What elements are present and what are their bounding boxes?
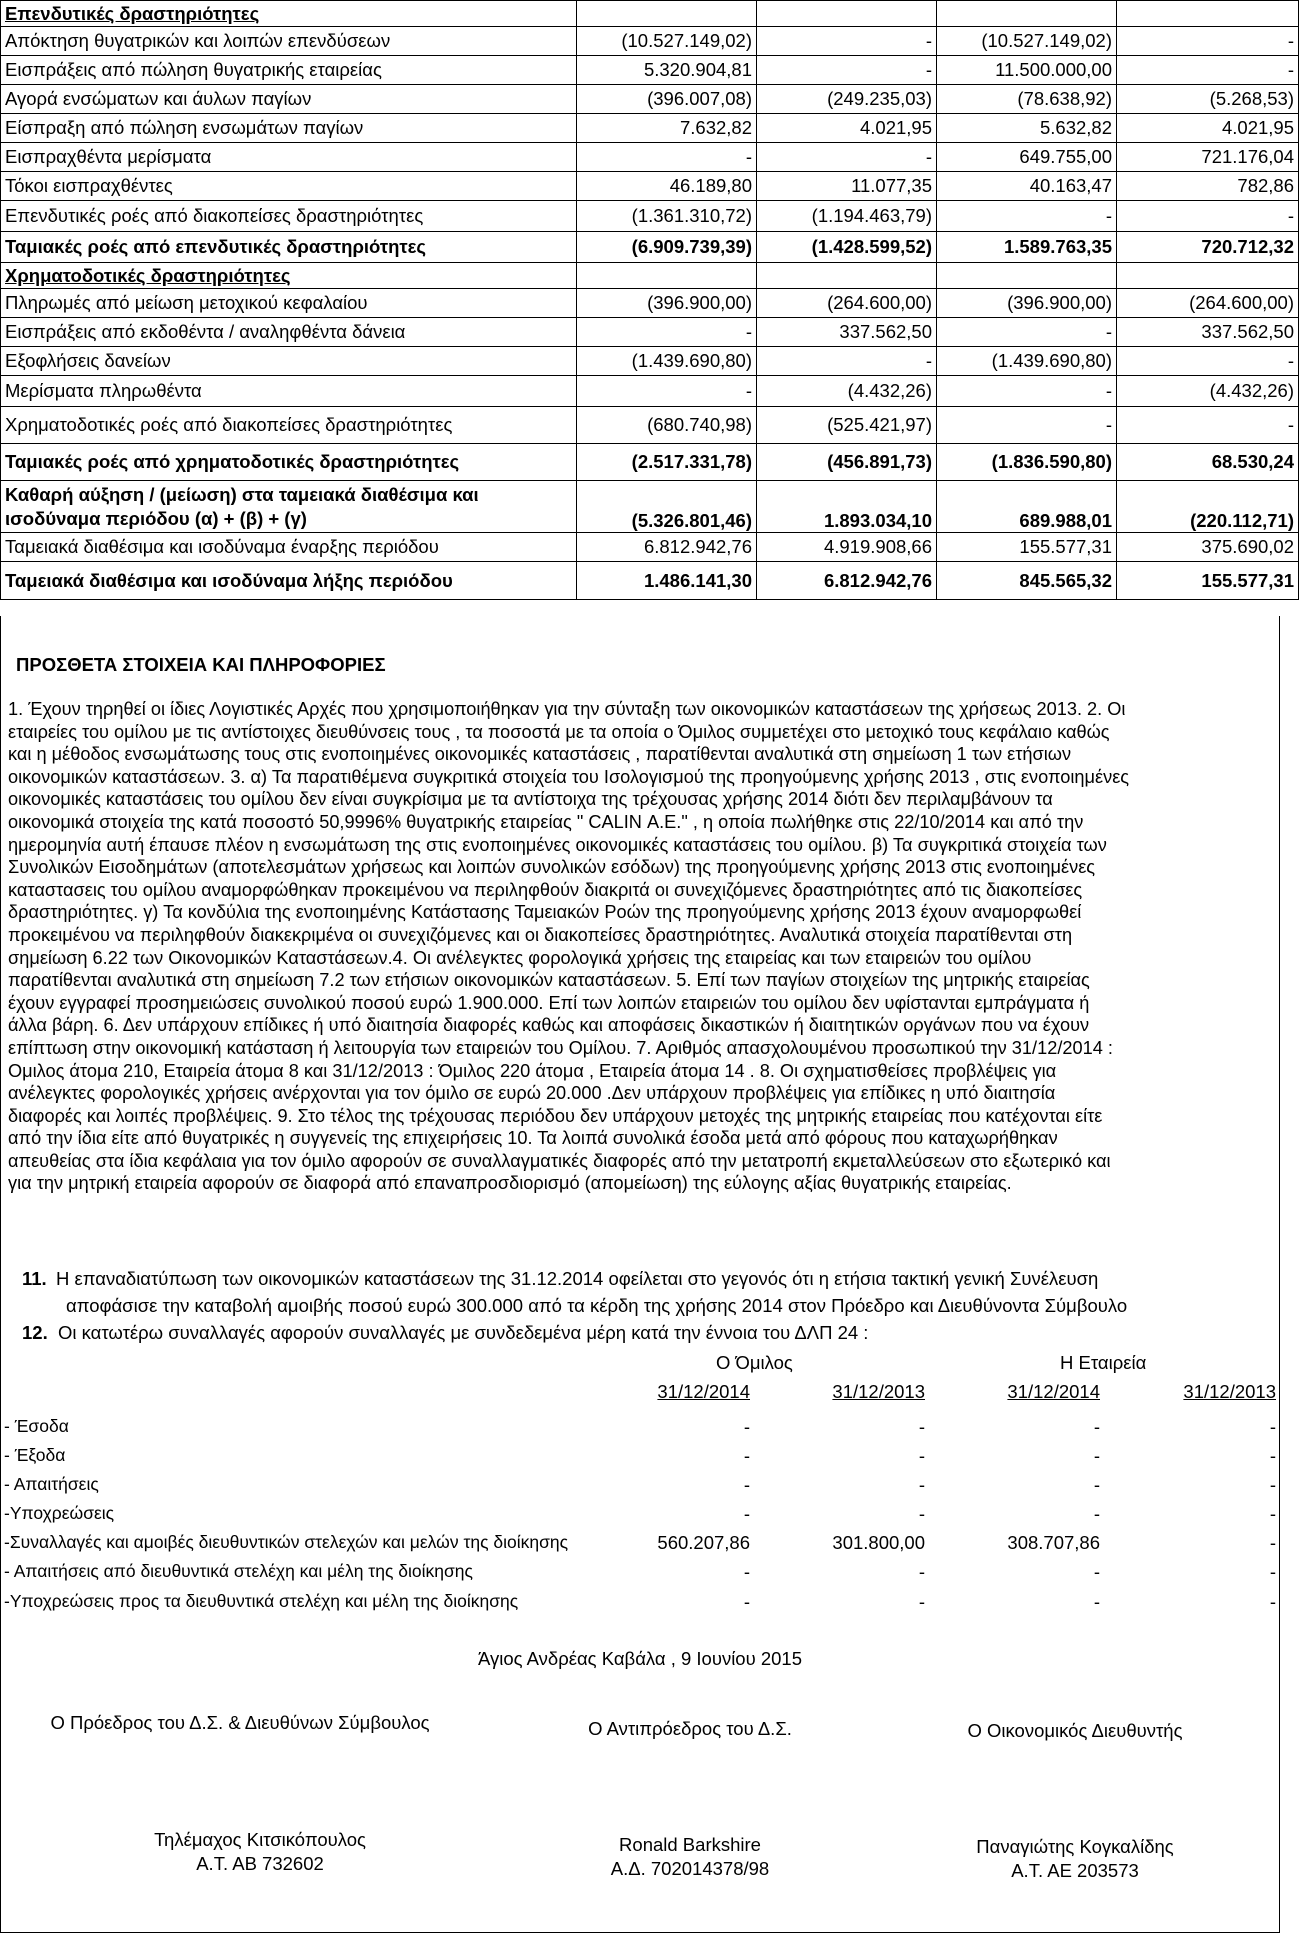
name-president: Τηλέμαχος Κιτσικόπουλος (154, 1829, 366, 1850)
notes-line: και η μέθοδος ενσωμάτωσης τους στις ενοποιημένες οικονομικές καταστάσεις , παρατίθενται αναλυτικά στη σημείωση 1 των ετήσιων (8, 744, 1072, 765)
related-party-label: - Έσοδα (4, 1416, 69, 1436)
id-cfo: Α.Τ. ΑΕ 203573 (1011, 1860, 1139, 1881)
value-cell: (1.836.590,80) (937, 444, 1117, 481)
row-label: Ταμειακά διαθέσιμα και ισοδύναμα λήξης περιόδου (1, 562, 577, 600)
value-cell: (1.361.310,72) (577, 201, 757, 232)
value-cell: - (757, 27, 937, 56)
place-date: Άγιος Ανδρέας Καβάλα , 9 Ιουνίου 2015 (477, 1648, 803, 1669)
related-party-value: - (743, 1416, 750, 1437)
value-cell: 721.176,04 (1117, 143, 1299, 172)
value-cell: - (937, 318, 1117, 347)
value-cell: (2.517.331,78) (577, 444, 757, 481)
value-cell (757, 1, 937, 27)
row-label: Εισπραχθέντα μερίσματα (1, 143, 577, 172)
notes-body (8, 698, 1270, 1195)
value-cell: 1.486.141,30 (577, 562, 757, 600)
cash-flow-row (1, 201, 1299, 232)
related-party-value: - (1269, 1591, 1276, 1612)
value-cell: 845.565,32 (937, 562, 1117, 600)
value-cell: 6.812.942,76 (757, 562, 937, 600)
related-party-label: - Απαιτήσεις από διευθυντικά στελέχη και μέλη της διοίκησης (4, 1561, 473, 1581)
notes-line: ημερομηνία αυτή έπαυσε πλέον η ενσωμάτωση της στις ενοποιημένες οικονομικές καταστάσεις του ομίλου. β) Τα συγκριτικά στοιχεία των (8, 834, 1107, 855)
related-party-value: - (918, 1474, 925, 1495)
row-label: Ταμειακά διαθέσιμα και ισοδύναμα έναρξης περιόδου (1, 533, 577, 562)
row-label: Εξοφλήσεις δανείων (1, 347, 577, 376)
note-12-number: 12. (22, 1322, 48, 1343)
related-party-value: - (1269, 1416, 1276, 1437)
related-party-value: - (743, 1561, 750, 1582)
related-party-label: -Υποχρεώσεις προς τα διευθυντικά στελέχη και μέλη της διοίκησης (4, 1591, 519, 1611)
related-party-value: - (743, 1591, 750, 1612)
value-cell: - (577, 318, 757, 347)
value-cell (1117, 263, 1299, 289)
value-cell (757, 263, 937, 289)
value-cell: 11.077,35 (757, 172, 937, 201)
value-cell: 46.189,80 (577, 172, 757, 201)
value-cell: 720.712,32 (1117, 232, 1299, 263)
cash-flow-row (1, 562, 1299, 600)
value-cell: - (937, 376, 1117, 407)
note-12-text: Οι κατωτέρω συναλλαγές αφορούν συναλλαγές με συνδεδεμένα μέρη κατά την έννοια του ΔΛΠ 24 : (58, 1322, 869, 1343)
value-cell: 375.690,02 (1117, 533, 1299, 562)
notes-line: σημείωση 6.22 των Οικονομικών Καταστάσεων.4. Οι ανέλεγκτες φορολογικά χρήσεις της εταιρείας και των εταιρειών του ομίλου (8, 947, 1032, 968)
related-party-label: - Έξοδα (4, 1445, 66, 1465)
notes-line: 1. Έχουν τηρηθεί οι ίδιες Λογιστικές Αρχές που χρησιμοποιήθηκαν για την σύνταξη των οικονομικών καταστάσεων της χρήσεως 2013. 2. Οι (8, 699, 1126, 719)
value-cell: (4.432,26) (1117, 376, 1299, 407)
row-label: Πληρωμές από μείωση μετοχικού κεφαλαίου (1, 289, 577, 318)
company-header: Η Εταιρεία (1060, 1352, 1147, 1373)
value-cell: 4.021,95 (1117, 114, 1299, 143)
value-cell: - (1117, 407, 1299, 444)
row-label: Εισπράξεις από πώληση θυγατρικής εταιρείας (1, 56, 577, 85)
notes-line: για την μητρική εταιρεία αφορούν σε διαφορά από επαναπροσδιορισμό (απομείωση) της εύλογης αξίας θυγατρικής εταιρείας. (8, 1173, 1012, 1194)
value-cell: (264.600,00) (757, 289, 937, 318)
value-cell: - (757, 56, 937, 85)
value-cell: 7.632,82 (577, 114, 757, 143)
value-cell: 1.893.034,10 (757, 481, 937, 533)
row-label: Καθαρή αύξηση / (μείωση) στα ταμειακά διαθέσιμα και ισοδύναμα περιόδου (α) + (β) + (γ) (1, 481, 577, 533)
value-cell: (396.900,00) (937, 289, 1117, 318)
value-cell: (396.007,08) (577, 85, 757, 114)
value-cell: (78.638,92) (937, 85, 1117, 114)
row-label: Τόκοι εισπραχθέντες (1, 172, 577, 201)
related-party-value: - (1269, 1474, 1276, 1495)
value-cell: (6.909.739,39) (577, 232, 757, 263)
value-cell: 1.589.763,35 (937, 232, 1117, 263)
cash-flow-row (1, 318, 1299, 347)
value-cell: 68.530,24 (1117, 444, 1299, 481)
related-party-value: - (1093, 1561, 1100, 1582)
value-cell: 4.919.908,66 (757, 533, 937, 562)
related-party-value: - (918, 1591, 925, 1612)
value-cell: 5.632,82 (937, 114, 1117, 143)
value-cell: - (757, 143, 937, 172)
cash-flow-row (1, 481, 1299, 533)
cash-flow-row (1, 533, 1299, 562)
date-col-2: 31/12/2013 (832, 1381, 925, 1402)
value-cell: - (577, 143, 757, 172)
date-col-1: 31/12/2014 (657, 1381, 750, 1402)
value-cell: (525.421,97) (757, 407, 937, 444)
value-cell: (10.527.149,02) (577, 27, 757, 56)
group-header: Ο Όμιλος (716, 1352, 793, 1373)
related-party-value: - (1093, 1591, 1100, 1612)
related-party-value: - (1093, 1474, 1100, 1495)
value-cell (937, 1, 1117, 27)
value-cell: - (577, 376, 757, 407)
id-president: Α.Τ. ΑΒ 732602 (196, 1853, 324, 1874)
value-cell: - (757, 347, 937, 376)
value-cell: (680.740,98) (577, 407, 757, 444)
value-cell: (456.891,73) (757, 444, 937, 481)
notes-line: Ομιλος άτομα 210, Εταιρεία άτομα 8 και 31/12/2013 : Όμιλος 220 άτομα , Εταιρεία άτομα 14 . 8. Οι σχηματισθείσες προβλέψεις για (8, 1060, 1057, 1081)
value-cell: (4.432,26) (757, 376, 937, 407)
related-party-label: - Απαιτήσεις (4, 1474, 99, 1494)
value-cell: 337.562,50 (1117, 318, 1299, 347)
cash-flow-row (1, 172, 1299, 201)
value-cell: - (1117, 347, 1299, 376)
value-cell: (10.527.149,02) (937, 27, 1117, 56)
row-label: Ταμιακές ροές από χρηματοδοτικές δραστηριότητες (1, 444, 577, 481)
related-party-value: - (1269, 1445, 1276, 1466)
value-cell: - (937, 201, 1117, 232)
related-party-value: - (918, 1416, 925, 1437)
value-cell: - (1117, 27, 1299, 56)
related-party-value: - (1093, 1416, 1100, 1437)
value-cell: (5.268,53) (1117, 85, 1299, 114)
notes-line: καταστασεις του ομίλου αναμορφώθηκαν προκειμένου να περιληφθούν διακριτά οι συνεχιζόμενες δραστηριότητες από τις διακοπείσες (8, 879, 1083, 900)
value-cell: (220.112,71) (1117, 481, 1299, 533)
notes-line: δραστηριότητες. γ) Τα κονδύλια της ενοποιημένης Κατάστασης Ταμειακών Ροών της προηγούμενης χρήσης 2013 έχουν αναμορφωθεί (8, 902, 1082, 923)
row-label: Απόκτηση θυγατρικών και λοιπών επενδύσεων (1, 27, 577, 56)
row-label: Χρηματοδοτικές ροές από διακοπείσες δραστηριότητες (1, 407, 577, 444)
cash-flow-row (1, 114, 1299, 143)
value-cell: 4.021,95 (757, 114, 937, 143)
name-cfo: Παναγιώτης Κογκαλίδης (976, 1836, 1174, 1857)
value-cell: 689.988,01 (937, 481, 1117, 533)
row-label: Εισπράξεις από εκδοθέντα / αναληφθέντα δάνεια (1, 318, 577, 347)
cash-flow-table (0, 0, 1299, 600)
date-col-3: 31/12/2014 (1007, 1381, 1100, 1402)
value-cell: (264.600,00) (1117, 289, 1299, 318)
notes-line: οικονομικά στοιχεία της κατά ποσοστό 50,9996% θυγατρικής εταιρείας " CALIN Α.Ε." , η οποία πωλήθηκε στις 22/10/2014 και από την (8, 811, 1084, 832)
role-president: Ο Πρόεδρος του Δ.Σ. & Διευθύνων Σύμβουλος (50, 1712, 430, 1733)
value-cell: (396.900,00) (577, 289, 757, 318)
related-party-value: 308.707,86 (1007, 1532, 1100, 1553)
value-cell: (1.428.599,52) (757, 232, 937, 263)
related-party-value: - (1269, 1561, 1276, 1582)
id-vice-president: Α.Δ. 702014378/98 (610, 1858, 770, 1879)
value-cell: 155.577,31 (1117, 562, 1299, 600)
value-cell: 6.812.942,76 (577, 533, 757, 562)
cash-flow-row (1, 289, 1299, 318)
notes-line: Συνολικών Εισοδημάτων (αποτελεσμάτων χρήσεως και λοιπών συνολικών εσόδων) της προηγούμενης χρήσης 2013 στις ενοποιημένες (8, 857, 1096, 878)
related-party-value: - (1269, 1532, 1276, 1553)
value-cell (937, 263, 1117, 289)
notes-line: παρατίθενται αναλυτικά στη σημείωση 7.2 των ετήσιων οικονομικών καταστάσεων. 5. Επί των παγίων στοιχείων της μητρικής εταιρείας (8, 970, 1090, 991)
related-party-label: -Υποχρεώσεις (4, 1503, 115, 1523)
note-11-line1: Η επαναδιατύπωση των οικονομικών καταστάσεων της 31.12.2014 οφείλεται στο γεγονός ότι η ετήσια τακτική γενική Συνέλευση (56, 1268, 1099, 1289)
cash-flow-row (1, 376, 1299, 407)
notes-line: προκειμένου να περιληφθούν διακεκριμένα οι συνεχιζόμενες και οι διακοπείσες δραστηριότητες. Αναλυτικά στοιχεία παρατίθενται στη (8, 924, 1073, 945)
cash-flow-row (1, 347, 1299, 376)
name-vice-president: Ronald Barkshire (619, 1834, 761, 1855)
note-11-number: 11. (22, 1268, 47, 1289)
related-party-value: - (918, 1503, 925, 1524)
value-cell: 155.577,31 (937, 533, 1117, 562)
row-label: Είσπραξη από πώληση ενσωμάτων παγίων (1, 114, 577, 143)
value-cell: 337.562,50 (757, 318, 937, 347)
related-party-value: - (918, 1445, 925, 1466)
cash-flow-row (1, 1, 1299, 27)
notes-line: από την ίδια είτε από θυγατρικές η συγγενείς της επιχειρήσεις 10. Τα λοιπά συνολικά έσοδα μετά από φόρους που καταχωρήθηκαν (8, 1128, 1058, 1149)
value-cell: (249.235,03) (757, 85, 937, 114)
row-label: Χρηματοδοτικές δραστηριότητες (1, 263, 577, 289)
value-cell: 782,86 (1117, 172, 1299, 201)
value-cell: (1.439.690,80) (577, 347, 757, 376)
notes-line: εταιρείες του ομίλου με τις αντίστοιχες διευθύνσεις τους , τα ποσοστά με τα οποία ο Όμιλος συμμετέχει στο μετοχικό τους κεφάλαιο καθώς (8, 721, 1110, 742)
related-party-value: - (1269, 1503, 1276, 1524)
row-label: Μερίσματα πληρωθέντα (1, 376, 577, 407)
cash-flow-row (1, 56, 1299, 85)
related-party-value: - (743, 1474, 750, 1495)
related-party-value: - (1093, 1445, 1100, 1466)
note-11-line2: αποφάσισε την καταβολή αμοιβής ποσού ευρώ 300.000 από τα κέρδη της χρήσης 2014 στον Πρόεδρο και Διευθύνοντα Σύμβουλο (66, 1295, 1128, 1316)
value-cell: (1.439.690,80) (937, 347, 1117, 376)
cash-flow-row (1, 232, 1299, 263)
row-label: Επενδυτικές δραστηριότητες (1, 1, 577, 27)
date-col-4: 31/12/2013 (1183, 1381, 1276, 1402)
value-cell: (1.194.463,79) (757, 201, 937, 232)
cash-flow-row (1, 263, 1299, 289)
notes-line: έχουν εγγραφεί προσημειώσεις συνολικού ποσού ευρώ 1.900.000. Επί των λοιπών εταιρειών του ομίλου δεν υφίστανται εμπράγματα ή (8, 992, 1090, 1013)
row-label: Ταμιακές ροές από επενδυτικές δραστηριότητες (1, 232, 577, 263)
notes-line: απευθείας στα ίδια κεφάλαια για τον όμιλο αφορούν σε συναλλαγματικές διαφορές από την μετατροπή εκμεταλλεύσεων στο εξωτερικό και (8, 1150, 1111, 1171)
role-vice-president: Ο Αντιπρόεδρος του Δ.Σ. (588, 1718, 792, 1739)
value-cell (577, 1, 757, 27)
notes-line: διαφορές και λοιπές προβλέψεις. 9. Στο τέλος της τρέχουσας περιόδου δεν υπάρχουν μετοχές της μητρικής εταιρείας που κατέχονται είτε (8, 1105, 1103, 1126)
value-cell: 649.755,00 (937, 143, 1117, 172)
related-party-value: 301.800,00 (832, 1532, 925, 1553)
cash-flow-row (1, 27, 1299, 56)
related-party-value: 560.207,86 (657, 1532, 750, 1553)
cash-flow-row (1, 143, 1299, 172)
role-cfo: Ο Οικονομικός Διευθυντής (967, 1720, 1183, 1741)
notes-line: οικονομικών καταστάσεων. 3. α) Τα παρατιθέμενα συγκριτικά στοιχεία του Ισολογισμού της προηγούμενης χρήσης 2013 , στις ενοποιημένες (8, 766, 1130, 787)
value-cell: - (1117, 56, 1299, 85)
value-cell: 5.320.904,81 (577, 56, 757, 85)
cash-flow-row (1, 444, 1299, 481)
value-cell: (5.326.801,46) (577, 481, 757, 533)
value-cell (577, 263, 757, 289)
related-party-value: - (1093, 1503, 1100, 1524)
value-cell: 11.500.000,00 (937, 56, 1117, 85)
notes-line: επίπτωση στην οικονομική κατάσταση ή λειτουργία των εταιρειών του Ομίλου. 7. Αριθμός απασχολουμένου προσωπικού την 31/12/2014 : (8, 1037, 1113, 1058)
related-party-value: - (743, 1503, 750, 1524)
related-party-label: -Συναλλαγές και αμοιβές διευθυντικών στελεχών και μελών της διοίκησης (4, 1532, 569, 1552)
row-label: Αγορά ενσώματων και άυλων παγίων (1, 85, 577, 114)
related-party-value: - (743, 1445, 750, 1466)
notes-title: ΠΡΟΣΘΕΤΑ ΣΤΟΙΧΕΙΑ ΚΑΙ ΠΛΗΡΟΦΟΡΙΕΣ (16, 654, 386, 675)
cash-flow-row (1, 407, 1299, 444)
notes-line: ανέλεγκτες φορολογικές χρήσεις ανέρχονται για τον όμιλο σε ευρώ 20.000 .Δεν υπάρχουν προβλέψεις για επίδικες η υπό διαιτησία (8, 1083, 1056, 1104)
notes-line: οικονομικές καταστάσεις του ομίλου δεν είναι συγκρίσιμα με τα αντίστοιχα της τρέχουσας χρήσης 2014 διότι δεν περιλαμβάνουν τα (8, 789, 1053, 810)
cash-flow-row (1, 85, 1299, 114)
value-cell (1117, 1, 1299, 27)
notes-line: άλλα βάρη. 6. Δεν υπάρχουν επίδικες ή υπό διαιτησία διαφορές καθώς και αποφάσεις δικαστικών ή διαιτητικών οργάνων που να έχουν (8, 1015, 1090, 1036)
row-label: Επενδυτικές ροές από διακοπείσες δραστηριότητες (1, 201, 577, 232)
value-cell: - (1117, 201, 1299, 232)
value-cell: - (937, 407, 1117, 444)
related-party-value: - (918, 1561, 925, 1582)
value-cell: 40.163,47 (937, 172, 1117, 201)
